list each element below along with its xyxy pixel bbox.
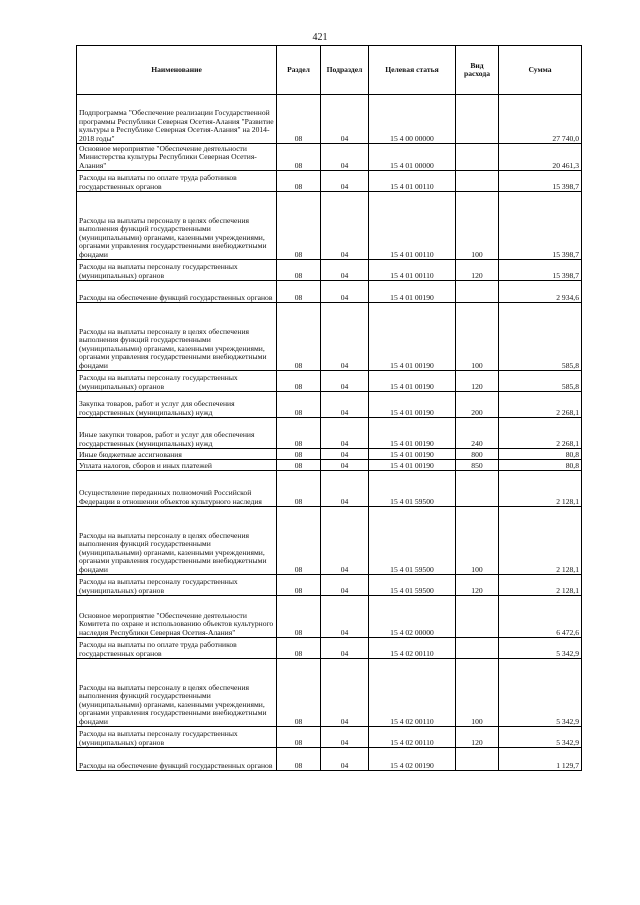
cell-name: Иные бюджетные ассигнования [77,449,277,460]
cell-section: 08 [277,659,321,727]
cell-name: Расходы на выплаты персоналу государственных (муниципальных) органов [77,371,277,392]
cell-target: 15 4 02 00110 [369,727,456,748]
cell-expense-type: 120 [456,727,499,748]
cell-section: 08 [277,727,321,748]
cell-target: 15 4 01 00190 [369,281,456,303]
cell-section: 08 [277,418,321,449]
cell-amount: 15 398,7 [499,192,582,260]
cell-expense-type [456,171,499,192]
table-row [77,95,582,144]
cell-expense-type [456,281,499,303]
table-row [77,144,582,171]
cell-target: 15 4 02 00000 [369,596,456,638]
cell-name: Иные закупки товаров, работ и услуг для обеспечения государственных (муниципальных) нужд [77,418,277,449]
cell-amount: 585,8 [499,303,582,371]
cell-subsection: 04 [321,748,369,771]
cell-target: 15 4 02 00110 [369,638,456,659]
cell-section: 08 [277,260,321,281]
cell-target: 15 4 02 00110 [369,659,456,727]
cell-section: 08 [277,449,321,460]
header-target: Целевая статья [369,46,456,95]
cell-amount: 5 342,9 [499,659,582,727]
table-row [77,171,582,192]
cell-subsection: 04 [321,303,369,371]
cell-section: 08 [277,171,321,192]
cell-section: 08 [277,460,321,471]
cell-amount: 80,8 [499,460,582,471]
cell-target: 15 4 01 00190 [369,449,456,460]
cell-expense-type: 100 [456,192,499,260]
cell-target: 15 4 01 00000 [369,144,456,171]
cell-amount: 27 740,0 [499,95,582,144]
cell-target: 15 4 01 59500 [369,575,456,596]
table-row [77,260,582,281]
cell-name: Основное мероприятие "Обеспечение деятельности Министерства культуры Республики Северная Осетия-Алания" [77,144,277,171]
cell-amount: 2 128,1 [499,507,582,575]
cell-target: 15 4 01 59500 [369,471,456,507]
cell-subsection: 04 [321,575,369,596]
cell-amount: 20 461,3 [499,144,582,171]
cell-name: Расходы на выплаты персоналу государственных (муниципальных) органов [77,727,277,748]
cell-name: Расходы на выплаты персоналу государственных (муниципальных) органов [77,575,277,596]
cell-subsection: 04 [321,471,369,507]
table-row [77,303,582,371]
header-amount: Сумма [499,46,582,95]
cell-target: 15 4 01 00110 [369,260,456,281]
table-row [77,371,582,392]
cell-subsection: 04 [321,144,369,171]
table-row [77,638,582,659]
table-row [77,281,582,303]
cell-amount: 2 934,6 [499,281,582,303]
cell-subsection: 04 [321,260,369,281]
cell-target: 15 4 01 00190 [369,303,456,371]
cell-expense-type: 800 [456,449,499,460]
cell-amount: 15 398,7 [499,171,582,192]
cell-name: Расходы на обеспечение функций государственных органов [77,748,277,771]
cell-amount: 15 398,7 [499,260,582,281]
cell-expense-type [456,95,499,144]
cell-subsection: 04 [321,371,369,392]
cell-amount: 6 472,6 [499,596,582,638]
table-row [77,418,582,449]
cell-section: 08 [277,596,321,638]
cell-section: 08 [277,575,321,596]
table-row [77,748,582,771]
cell-name: Расходы на обеспечение функций государственных органов [77,281,277,303]
header-expense-type: Вид расхода [456,46,499,95]
cell-subsection: 04 [321,727,369,748]
cell-subsection: 04 [321,659,369,727]
cell-subsection: 04 [321,507,369,575]
budget-table [76,45,582,771]
cell-amount: 5 342,9 [499,727,582,748]
cell-target: 15 4 01 59500 [369,507,456,575]
cell-name: Подпрограмма "Обеспечение реализации Государственной программы Республики Северная Осетия-Алания "Развитие культуры в Республике Северная Осетия-Алания" на 2014-2018 годы" [77,95,277,144]
cell-expense-type: 850 [456,460,499,471]
cell-section: 08 [277,192,321,260]
cell-subsection: 04 [321,171,369,192]
cell-target: 15 4 01 00190 [369,392,456,418]
cell-amount: 2 128,1 [499,471,582,507]
table-row [77,471,582,507]
cell-section: 08 [277,303,321,371]
cell-subsection: 04 [321,449,369,460]
cell-name: Расходы на выплаты персоналу в целях обеспечения выполнения функций государственными (муниципальными) органами, казенными учреждениями, органами управления государственными внебюджетными фондами [77,659,277,727]
cell-amount: 2 128,1 [499,575,582,596]
table-row [77,449,582,460]
cell-target: 15 4 01 00110 [369,171,456,192]
table-row [77,727,582,748]
cell-amount: 5 342,9 [499,638,582,659]
cell-name: Основное мероприятие "Обеспечение деятельности Комитета по охране и использованию объектов культурного наследия Республики Северная Осетия-Алания" [77,596,277,638]
table-row [77,192,582,260]
cell-subsection: 04 [321,638,369,659]
cell-amount: 585,8 [499,371,582,392]
cell-target: 15 4 02 00190 [369,748,456,771]
cell-subsection: 04 [321,95,369,144]
cell-section: 08 [277,638,321,659]
cell-expense-type [456,144,499,171]
cell-expense-type [456,748,499,771]
page-number: 421 [312,32,328,43]
cell-section: 08 [277,471,321,507]
cell-amount: 80,8 [499,449,582,460]
cell-subsection: 04 [321,460,369,471]
cell-name: Расходы на выплаты персоналу в целях обеспечения выполнения функций государственными (муниципальными) органами, казенными учреждениями, органами управления государственными внебюджетными фондами [77,303,277,371]
cell-name: Осуществление переданных полномочий Российской Федерации в отношении объектов культурного наследия [77,471,277,507]
cell-name: Уплата налогов, сборов и иных платежей [77,460,277,471]
cell-subsection: 04 [321,192,369,260]
cell-expense-type: 120 [456,260,499,281]
cell-section: 08 [277,95,321,144]
cell-expense-type: 100 [456,659,499,727]
cell-subsection: 04 [321,418,369,449]
cell-section: 08 [277,507,321,575]
header-section: Раздел [277,46,321,95]
cell-expense-type: 200 [456,392,499,418]
cell-name: Расходы на выплаты персоналу государственных (муниципальных) органов [77,260,277,281]
cell-section: 08 [277,371,321,392]
cell-expense-type: 120 [456,575,499,596]
table-row [77,575,582,596]
cell-expense-type: 240 [456,418,499,449]
cell-expense-type [456,471,499,507]
cell-name: Расходы на выплаты по оплате труда работников государственных органов [77,638,277,659]
table-row [77,460,582,471]
table-header [77,46,582,95]
cell-section: 08 [277,392,321,418]
cell-target: 15 4 00 00000 [369,95,456,144]
table-row [77,596,582,638]
cell-section: 08 [277,144,321,171]
cell-amount: 2 268,1 [499,418,582,449]
table-row [77,659,582,727]
cell-name: Расходы на выплаты персоналу в целях обеспечения выполнения функций государственными (муниципальными) органами, казенными учреждениями, органами управления государственными внебюджетными фондами [77,192,277,260]
cell-amount: 2 268,1 [499,392,582,418]
cell-name: Закупка товаров, работ и услуг для обеспечения государственных (муниципальных) нужд [77,392,277,418]
cell-subsection: 04 [321,281,369,303]
cell-target: 15 4 01 00110 [369,192,456,260]
cell-target: 15 4 01 00190 [369,460,456,471]
cell-expense-type [456,638,499,659]
header-name: Наименование [77,46,277,95]
cell-amount: 1 129,7 [499,748,582,771]
cell-subsection: 04 [321,392,369,418]
cell-section: 08 [277,281,321,303]
cell-target: 15 4 01 00190 [369,418,456,449]
cell-expense-type: 100 [456,507,499,575]
cell-target: 15 4 01 00190 [369,371,456,392]
table-body [77,95,582,771]
cell-name: Расходы на выплаты по оплате труда работников государственных органов [77,171,277,192]
cell-expense-type: 120 [456,371,499,392]
table-row [77,392,582,418]
cell-name: Расходы на выплаты персоналу в целях обеспечения выполнения функций государственными (муниципальными) органами, казенными учреждениями, органами управления государственными внебюджетными фондами [77,507,277,575]
cell-subsection: 04 [321,596,369,638]
table-row [77,507,582,575]
cell-expense-type [456,596,499,638]
cell-expense-type: 100 [456,303,499,371]
header-subsection: Подраздел [321,46,369,95]
cell-section: 08 [277,748,321,771]
